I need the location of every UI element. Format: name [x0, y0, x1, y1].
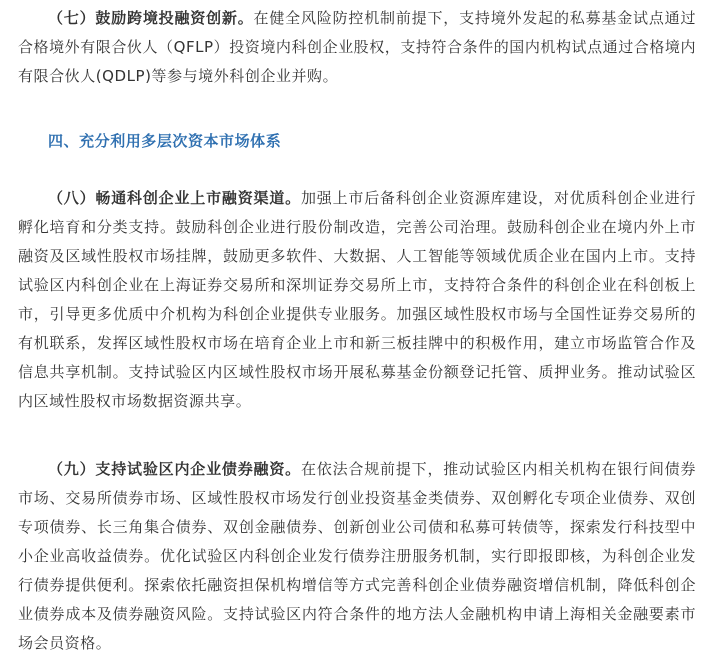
paragraph-heading: （八）畅通科创企业上市融资渠道。 — [48, 189, 301, 207]
paragraph-item-7 — [18, 4, 696, 91]
paragraph-heading: （九）支持试验区内企业债券融资。 — [48, 460, 301, 478]
paragraph-heading: （七）鼓励跨境投融资创新。 — [48, 9, 254, 27]
paragraph-item-9 — [18, 455, 696, 658]
paragraph-text: 加强上市后备科创企业资源库建设，对优质科创企业进行孵化培育和分类支持。鼓励科创企业进行股份制改造，完善公司治理。鼓励科创企业在境内外上市融资及区域性股权市场挂牌，鼓励更多软件、大数据、人工智能等领域优质企业在国内上市。支持试验区内科创企业在上海证券交易所和深圳证券交易所上市，支持符合条件的科创企业在科创板上市，引导更多优质中介机构为科创企业提供专业服务。加强区域性股权市场与全国性证券交易所的有机联系，发挥区域性股权市场在培育企业上市和新三板挂牌中的积极作用，建立市场监管合作及信息共享机制。支持试验区内区域性股权市场开展私募基金份额登记托管、质押业务。推动试验区内区域性股权市场数据资源共享。 — [18, 189, 696, 410]
paragraph-item-8 — [18, 184, 696, 416]
paragraph-text: 在依法合规前提下，推动试验区内相关机构在银行间债券市场、交易所债券市场、区域性股权市场发行创业投资基金类债券、双创孵化专项企业债券、双创专项债券、长三角集合债券、双创金融债券、创新创业公司债和私募可转债等，探索发行科技型中小企业高收益债券。优化试验区内科创企业发行债券注册服务机制，实行即报即核，为科创企业发行债券提供便利。探索依托融资担保机构增信等方式完善科创企业债券融资增信机制，降低科创企业债券成本及债券融资风险。支持试验区内符合条件的地方法人金融机构申请上海相关金融要素市场会员资格。 — [18, 460, 696, 652]
section-title: 四、充分利用多层次资本市场体系 — [48, 132, 282, 150]
paragraph-text: 在健全风险防控机制前提下，支持境外发起的私募基金试点通过合格境外有限合伙人（QFLP）投资境内科创企业股权，支持符合条件的国内机构试点通过合格境内有限合伙人(QDLP)等参与境外科创企业并购。 — [18, 9, 696, 85]
